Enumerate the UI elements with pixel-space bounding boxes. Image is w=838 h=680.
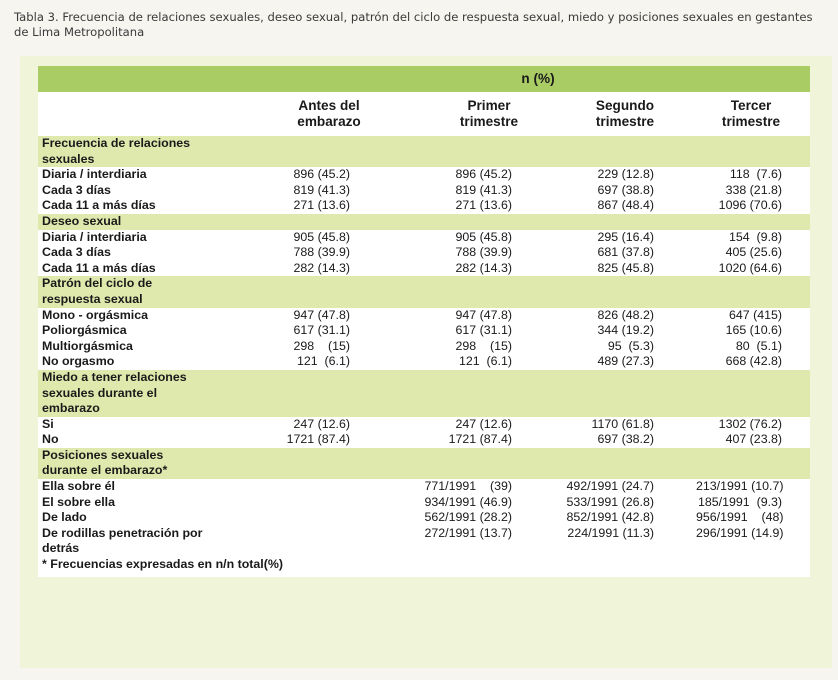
cell-value: 788 (39.9) <box>266 245 408 261</box>
cell-value: 562/1991 (28.2) <box>408 510 558 526</box>
section-title: Miedo a tener relaciones sexuales durante el embarazo <box>38 370 266 417</box>
section-header-row <box>38 136 810 167</box>
cell-value: 788 (39.9) <box>408 245 558 261</box>
table-row <box>38 323 810 339</box>
cell-value: 819 (41.3) <box>266 183 408 199</box>
cell-value: 1302 (76.2) <box>692 417 810 433</box>
table-row <box>38 479 810 495</box>
cell-value: 298 (15) <box>408 339 558 355</box>
cell-value: 185/1991 (9.3) <box>692 495 810 511</box>
section-header-row <box>38 276 810 307</box>
cell-value: 80 (5.1) <box>692 339 810 355</box>
cell-value: 295 (16.4) <box>558 230 692 246</box>
cell-value: 213/1991 (10.7) <box>692 479 810 495</box>
cell-value: 229 (12.8) <box>558 167 692 183</box>
column-header: Primer trimestre <box>408 92 558 136</box>
cell-value: 271 (13.6) <box>266 198 408 214</box>
table-row <box>38 167 810 183</box>
cell-value: 825 (45.8) <box>558 261 692 277</box>
cell-value: 247 (12.6) <box>408 417 558 433</box>
cell-value: 1721 (87.4) <box>408 432 558 448</box>
cell-value <box>266 510 408 526</box>
cell-value: 1096 (70.6) <box>692 198 810 214</box>
row-label: No <box>38 432 266 448</box>
cell-value: 697 (38.2) <box>558 432 692 448</box>
footnote: * Frecuencias expresadas en n/n total(%) <box>38 557 810 577</box>
cell-value: 121 (6.1) <box>266 354 408 370</box>
cell-value: 282 (14.3) <box>408 261 558 277</box>
cell-value: 617 (31.1) <box>408 323 558 339</box>
cell-value: 826 (48.2) <box>558 308 692 324</box>
data-table <box>38 66 810 577</box>
cell-value: 852/1991 (42.8) <box>558 510 692 526</box>
cell-value: 489 (27.3) <box>558 354 692 370</box>
cell-value: 121 (6.1) <box>408 354 558 370</box>
row-label: El sobre ella <box>38 495 266 511</box>
table-row <box>38 308 810 324</box>
table-row <box>38 432 810 448</box>
cell-value: 771/1991 (39) <box>408 479 558 495</box>
table-row <box>38 354 810 370</box>
row-label: De lado <box>38 510 266 526</box>
cell-value: 617 (31.1) <box>266 323 408 339</box>
cell-value <box>266 526 408 557</box>
cell-value: 905 (45.8) <box>266 230 408 246</box>
cell-value: 118 (7.6) <box>692 167 810 183</box>
cell-value: 272/1991 (13.7) <box>408 526 558 557</box>
cell-value <box>266 495 408 511</box>
cell-value: 697 (38.8) <box>558 183 692 199</box>
cell-value: 1721 (87.4) <box>266 432 408 448</box>
row-label: Diaria / interdiaria <box>38 230 266 246</box>
column-header: Antes del embarazo <box>266 92 408 136</box>
cell-value: 407 (23.8) <box>692 432 810 448</box>
cell-value: 934/1991 (46.9) <box>408 495 558 511</box>
section-title: Frecuencia de relaciones sexuales <box>38 136 266 167</box>
row-label: De rodillas penetración por detrás <box>38 526 266 557</box>
cell-value: 344 (19.2) <box>558 323 692 339</box>
row-label: Cada 11 a más días <box>38 198 266 214</box>
row-label: No orgasmo <box>38 354 266 370</box>
table-row <box>38 198 810 214</box>
cell-value: 533/1991 (26.8) <box>558 495 692 511</box>
section-header-row <box>38 370 810 417</box>
table-row <box>38 339 810 355</box>
row-label: Cada 3 días <box>38 183 266 199</box>
cell-value: 905 (45.8) <box>408 230 558 246</box>
cell-value: 947 (47.8) <box>408 308 558 324</box>
table-row <box>38 526 810 557</box>
cell-value: 296/1991 (14.9) <box>692 526 810 557</box>
cell-value: 154 (9.8) <box>692 230 810 246</box>
column-header-row <box>38 92 810 136</box>
group-header-row <box>38 66 810 92</box>
column-header: Segundo trimestre <box>558 92 692 136</box>
cell-value: 282 (14.3) <box>266 261 408 277</box>
cell-value: 165 (10.6) <box>692 323 810 339</box>
cell-value: 647 (415) <box>692 308 810 324</box>
cell-value: 896 (45.2) <box>408 167 558 183</box>
table-body <box>38 136 810 557</box>
cell-value: 271 (13.6) <box>408 198 558 214</box>
row-label: Multiorgásmica <box>38 339 266 355</box>
cell-value: 681 (37.8) <box>558 245 692 261</box>
column-header: Tercer trimestre <box>692 92 810 136</box>
cell-value: 338 (21.8) <box>692 183 810 199</box>
row-label: Cada 11 a más días <box>38 261 266 277</box>
table-row <box>38 510 810 526</box>
row-label: Poliorgásmica <box>38 323 266 339</box>
cell-value: 956/1991 (48) <box>692 510 810 526</box>
section-title: Patrón del ciclo de respuesta sexual <box>38 276 266 307</box>
cell-value: 1020 (64.6) <box>692 261 810 277</box>
section-header-row <box>38 214 810 230</box>
table-row <box>38 495 810 511</box>
cell-value: 405 (25.6) <box>692 245 810 261</box>
cell-value: 492/1991 (24.7) <box>558 479 692 495</box>
cell-value: 224/1991 (11.3) <box>558 526 692 557</box>
table-row <box>38 230 810 246</box>
row-label: Si <box>38 417 266 433</box>
section-header-row <box>38 448 810 479</box>
footnote-row <box>38 557 810 577</box>
cell-value: 298 (15) <box>266 339 408 355</box>
cell-value: 947 (47.8) <box>266 308 408 324</box>
cell-value <box>266 479 408 495</box>
cell-value: 1170 (61.8) <box>558 417 692 433</box>
cell-value: 95 (5.3) <box>558 339 692 355</box>
table-caption: Tabla 3. Frecuencia de relaciones sexuales, deseo sexual, patrón del ciclo de respuesta sexual, miedo y posiciones sexuales en gestantes de Lima Metropolitana <box>14 10 813 39</box>
section-title: Deseo sexual <box>38 214 266 230</box>
cell-value: 867 (48.4) <box>558 198 692 214</box>
group-header: n (%) <box>266 66 810 92</box>
cell-value: 896 (45.2) <box>266 167 408 183</box>
cell-value: 668 (42.8) <box>692 354 810 370</box>
row-label: Cada 3 días <box>38 245 266 261</box>
row-label: Diaria / interdiaria <box>38 167 266 183</box>
table-row <box>38 183 810 199</box>
section-title: Posiciones sexuales durante el embarazo* <box>38 448 266 479</box>
table-row <box>38 417 810 433</box>
cell-value: 819 (41.3) <box>408 183 558 199</box>
table-row <box>38 261 810 277</box>
table-row <box>38 245 810 261</box>
cell-value: 247 (12.6) <box>266 417 408 433</box>
row-label: Ella sobre él <box>38 479 266 495</box>
row-label: Mono - orgásmica <box>38 308 266 324</box>
